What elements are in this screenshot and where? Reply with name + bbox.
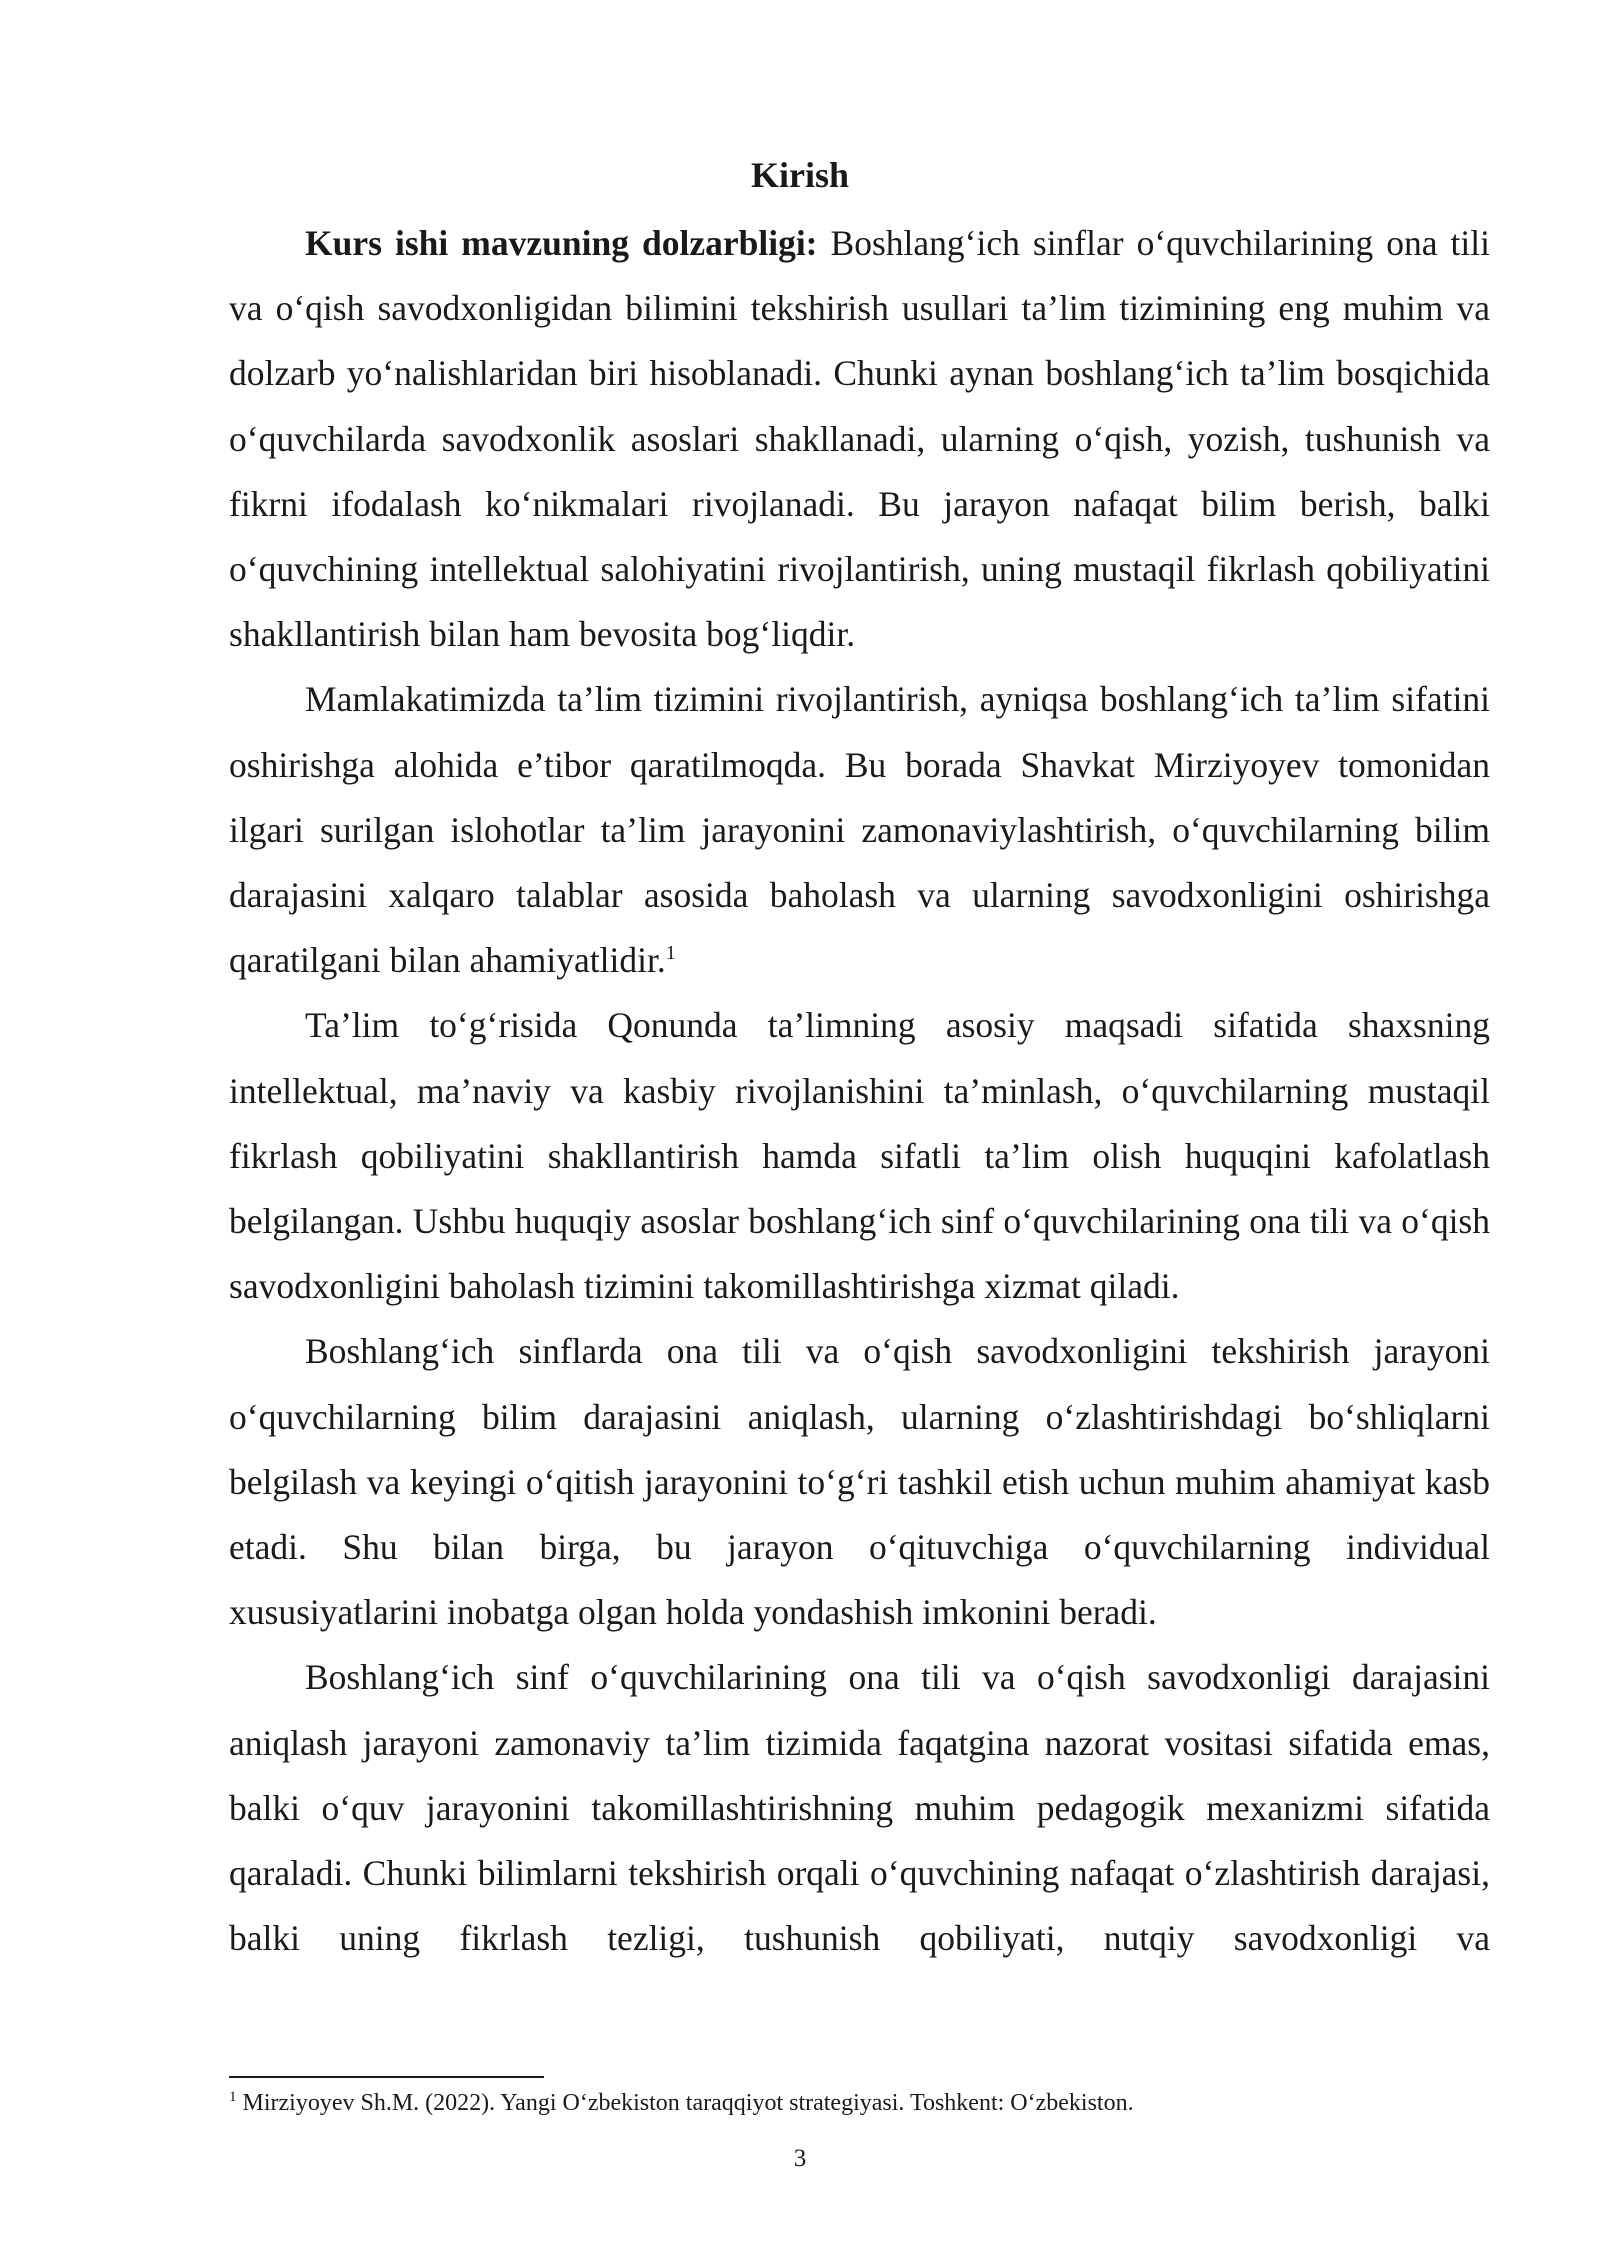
page-number: 3: [793, 2145, 807, 2172]
section-heading: Kirish: [750, 155, 849, 195]
paragraph-text: Boshlang‘ich sinflar o‘quvchilarining ona tili va o‘qish savodxonligidan bilimini tekshirish usullari ta’lim tizimining eng muhim va dolzarb yo‘nalishlaridan biri hisoblanadi. Chunki aynan boshlang‘ich ta’lim bosqichida o‘quvchilarda savodxonlik asoslari shakllanadi, ularning o‘qish, yozish, tushunish va fikrni ifodalash ko‘nikmalari rivojlanadi. Bu jarayon nafaqat bilim berish, balki o‘quvchining intellektual salohiyatini rivojlantirish, uning mustaqil fikrlash qobiliyatini shakllantirish bilan ham bevosita bog‘liqdir.: [229, 223, 1490, 655]
paragraph-text: Boshlang‘ich sinflarda ona tili va o‘qish savodxonligini tekshirish jarayoni o‘quvchilarning bilim darajasini aniqlash, ularning o‘zlashtirishdagi bo‘shliqlarni belgilash va keyingi o‘qitish jarayonini to‘g‘ri tashkil etish uchun muhim ahamiyat kasb etadi. Shu bilan birga, bu jarayon o‘qituvchiga o‘quvchilarning individual xususiyatlarini inobatga olgan holda yondashish imkonini beradi.: [229, 1331, 1490, 1633]
body-text: [229, 211, 1490, 1971]
paragraph-1: [229, 211, 1490, 667]
paragraph-text: Mamlakatimizda ta’lim tizimini rivojlantirish, ayniqsa boshlang‘ich ta’lim sifatini oshirishga alohida e’tibor qaratilmoqda. Bu borada Shavkat Mirziyoyev tomonidan ilgari surilgan islohotlar ta’lim jarayonini zamonaviylashtirish, o‘quvchilarning bilim darajasini xalqaro talablar asosida baholash va ularning savodxonligini oshirishga qaratilgani bilan ahamiyatlidir.: [229, 679, 1490, 981]
paragraph-lead: Kurs ishi mavzuning dolzarbligi:: [305, 223, 818, 263]
footnote-text: Mirziyoyev Sh.M. (2022). Yangi O‘zbekiston taraqqiyot strategiyasi. Toshkent: O‘zbekiston.: [242, 2090, 1134, 2116]
paragraph-text: Boshlang‘ich sinf o‘quvchilarining ona tili va o‘qish savodxonligi darajasini aniqlash jarayoni zamonaviy ta’lim tizimida faqatgina nazorat vositasi sifatida emas, balki o‘quv jarayonini takomillashtirishning muhim pedagogik mexanizmi sifatida qaraladi. Chunki bilimlarni tekshirish orqali o‘quvchining nafaqat o‘zlashtirish darajasi, balki uning fikrlash tezligi, tushunish qobiliyati, nutqiy savodxonligi va: [229, 1657, 1490, 1959]
paragraph-5: [229, 1645, 1490, 1971]
paragraph-3: [229, 993, 1490, 1319]
paragraph-2: [229, 667, 1490, 993]
footnote-number: 1: [229, 2089, 237, 2105]
paragraph-4: [229, 1319, 1490, 1645]
footnote: [229, 2086, 1490, 2120]
footnote-reference[interactable]: 1: [665, 942, 676, 965]
footnote-separator: [229, 2076, 544, 2078]
paragraph-text: Ta’lim to‘g‘risida Qonunda ta’limning asosiy maqsadi sifatida shaxsning intellektual, ma’naviy va kasbiy rivojlanishini ta’minlash, o‘quvchilarning mustaqil fikrlash qobiliyatini shakllantirish hamda sifatli ta’lim olish huquqini kafolatlash belgilangan. Ushbu huquqiy asoslar boshlang‘ich sinf o‘quvchilarining ona tili va o‘qish savodxonligini baholash tizimini takomillashtirishga xizmat qiladi.: [229, 1005, 1490, 1307]
